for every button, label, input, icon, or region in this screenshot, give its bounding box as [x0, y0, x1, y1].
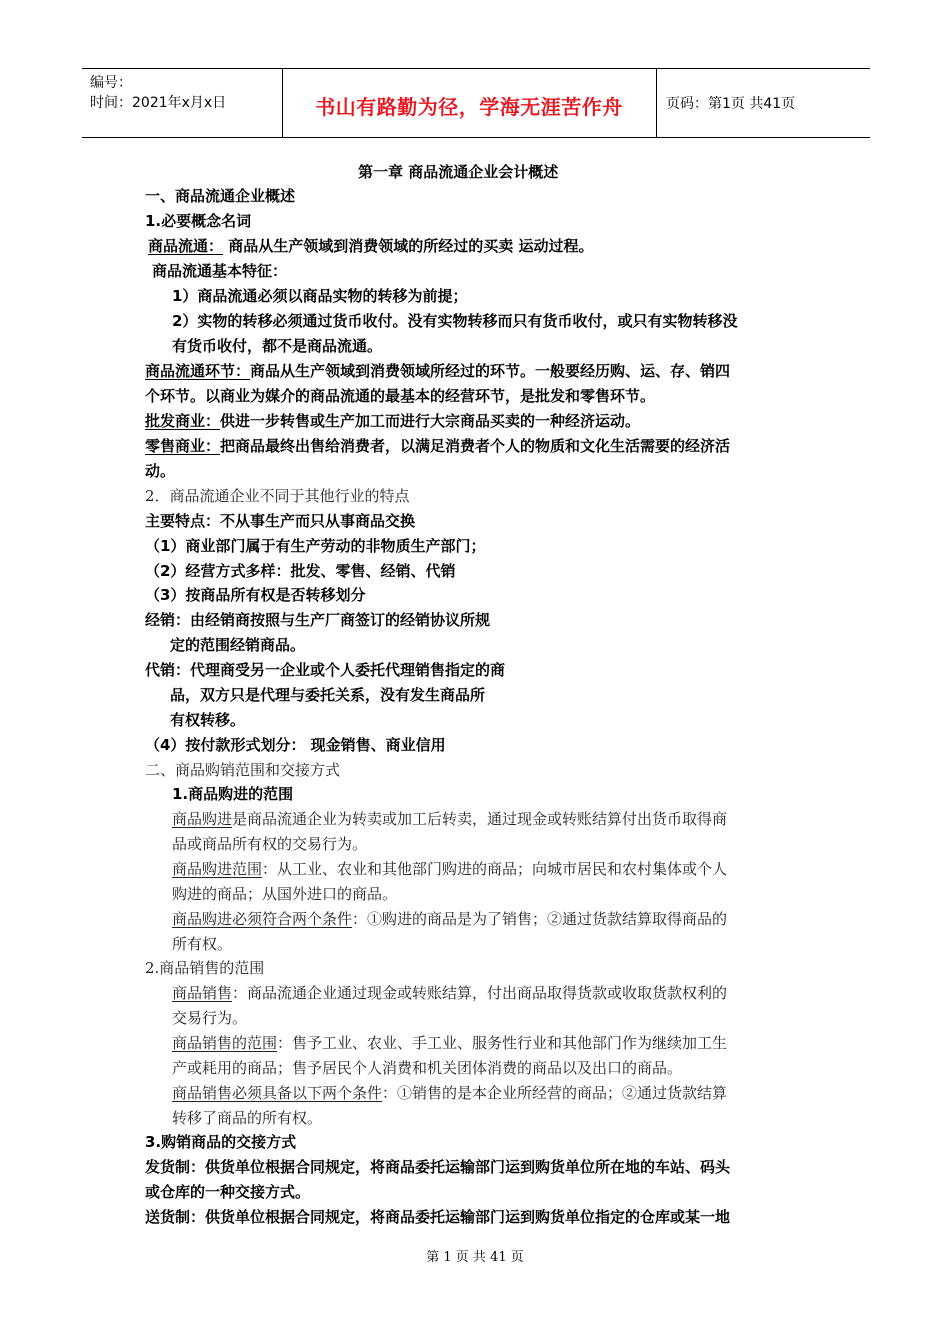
term: 商品流通：: [148, 237, 224, 255]
header-page-info: 页码：第1页 共41页: [666, 96, 796, 112]
definition: ：从工业、农业和其他部门购进的商品；向城市居民和农村集体或个人: [262, 860, 728, 878]
paragraph-line: 有货币收付，都不是商品流通。: [172, 337, 383, 355]
subsection-heading: 3.购销商品的交接方式: [145, 1133, 297, 1151]
definition: ：①销售的是本企业所经营的商品；②通过货款结算: [382, 1084, 728, 1102]
paragraph-line: 购进的商品；从国外进口的商品。: [172, 885, 398, 903]
term: 商品销售必须具备以下两个条件: [172, 1084, 383, 1102]
subsection-heading: 1.必要概念名词: [145, 212, 252, 230]
paragraph-line: [172, 858, 727, 880]
paragraph-line: [172, 1032, 727, 1054]
paragraph-line: [172, 982, 727, 1004]
paragraph-line: [145, 435, 730, 457]
page-footer: 第 1 页 共 41 页: [426, 1250, 524, 1265]
paragraph-line: [172, 808, 727, 830]
section-heading: 二、商品购销范围和交接方式: [145, 761, 341, 779]
paragraph-line: （4）按付款形式划分： 现金销售、商业信用: [145, 736, 446, 754]
paragraph-line: 所有权。: [172, 935, 233, 953]
paragraph-line: 或仓库的一种交接方式。: [145, 1183, 311, 1201]
number-label: 编号：: [90, 75, 132, 91]
subsection-heading: 2．商品流通企业不同于其他行业的特点: [145, 487, 410, 505]
paragraph-line: 商品流通基本特征：: [152, 262, 288, 280]
paragraph-line: 有权转移。: [170, 711, 246, 729]
paragraph-line: （3）按商品所有权是否转移划分: [145, 586, 366, 604]
paragraph-line: 送货制：供货单位根据合同规定，将商品委托运输部门运到购货单位指定的仓库或某一地: [145, 1208, 731, 1226]
definition: ：①购进的商品是为了销售；②通过货款结算取得商品的: [352, 910, 728, 928]
paragraph-line: （2）经营方式多样：批发、零售、经销、代销: [145, 562, 456, 580]
paragraph-line: [148, 235, 593, 257]
definition: 商品从生产领域到消费领域所经过的环节。一般要经历购、运、存、销四: [250, 362, 731, 380]
paragraph-line: 2）实物的转移必须通过货币收付。没有实物转移而只有货币收付，或只有实物转移没: [172, 312, 738, 330]
definition: 把商品最终出售给消费者，以满足消费者个人的物质和文化生活需要的经济活: [220, 437, 731, 455]
term: 零售商业：: [145, 437, 221, 455]
header-motto: 书山有路勤为径，学海无涯苦作舟: [315, 95, 623, 119]
term: 商品销售: [172, 984, 233, 1002]
time-label: 时间：2021年x月x日: [90, 95, 227, 111]
paragraph-line: 产或耗用的商品；售予居民个人消费和机关团体消费的商品以及出口的商品。: [172, 1059, 683, 1077]
paragraph-line: 1）商品流通必须以商品实物的转移为前提；: [172, 287, 468, 305]
term: 商品流通环节：: [145, 362, 251, 380]
term: 商品购进范围: [172, 860, 263, 878]
paragraph-line: [145, 360, 730, 382]
definition: 商品从生产领域到消费领域的所经过的买卖 运动过程。: [228, 237, 594, 255]
paragraph-line: 交易行为。: [172, 1009, 248, 1027]
definition: ：商品流通企业通过现金或转账结算，付出商品取得货款或收取货款权利的: [232, 984, 728, 1002]
paragraph-line: 代销：代理商受另一企业或个人委托代理销售指定的商: [145, 661, 506, 679]
paragraph-line: 经销：由经销商按照与生产厂商签订的经销协议所规: [145, 611, 491, 629]
definition: 供进一步转售或生产加工而进行大宗商品买卖的一种经济运动。: [220, 412, 641, 430]
term: 商品销售的范围: [172, 1034, 278, 1052]
paragraph-line: 主要特点：不从事生产而只从事商品交换: [145, 512, 416, 530]
document-header: [82, 68, 870, 138]
paragraph-line: 品，双方只是代理与委托关系，没有发生商品所: [170, 686, 486, 704]
definition: 是商品流通企业为转卖或加工后转卖，通过现金或转账结算付出货币取得商: [232, 810, 728, 828]
paragraph-line: [145, 410, 640, 432]
paragraph-line: 个环节。以商业为媒介的商品流通的最基本的经营环节，是批发和零售环节。: [145, 387, 656, 405]
term: 商品购进必须符合两个条件: [172, 910, 353, 928]
paragraph-line: 动。: [145, 462, 176, 480]
term: 商品购进: [172, 810, 233, 828]
chapter-title: 第一章 商品流通企业会计概述: [358, 163, 559, 181]
section-heading: 一、商品流通企业概述: [145, 187, 296, 205]
paragraph-line: 定的范围经销商品。: [170, 636, 306, 654]
definition: ：售予工业、农业、手工业、服务性行业和其他部门作为继续加工生: [277, 1034, 728, 1052]
subsection-heading: 2.商品销售的范围: [145, 959, 265, 977]
header-meta: [90, 73, 226, 113]
subsection-heading: 1.商品购进的范围: [172, 785, 294, 803]
header-divider: [656, 69, 657, 137]
paragraph-line: [172, 908, 727, 930]
paragraph-line: [172, 1082, 727, 1104]
paragraph-line: 发货制：供货单位根据合同规定，将商品委托运输部门运到购货单位所在地的车站、码头: [145, 1158, 731, 1176]
paragraph-line: （1）商业部门属于有生产劳动的非物质生产部门；: [145, 537, 486, 555]
paragraph-line: 转移了商品的所有权。: [172, 1109, 323, 1127]
paragraph-line: 品或商品所有权的交易行为。: [172, 835, 368, 853]
term: 批发商业：: [145, 412, 221, 430]
